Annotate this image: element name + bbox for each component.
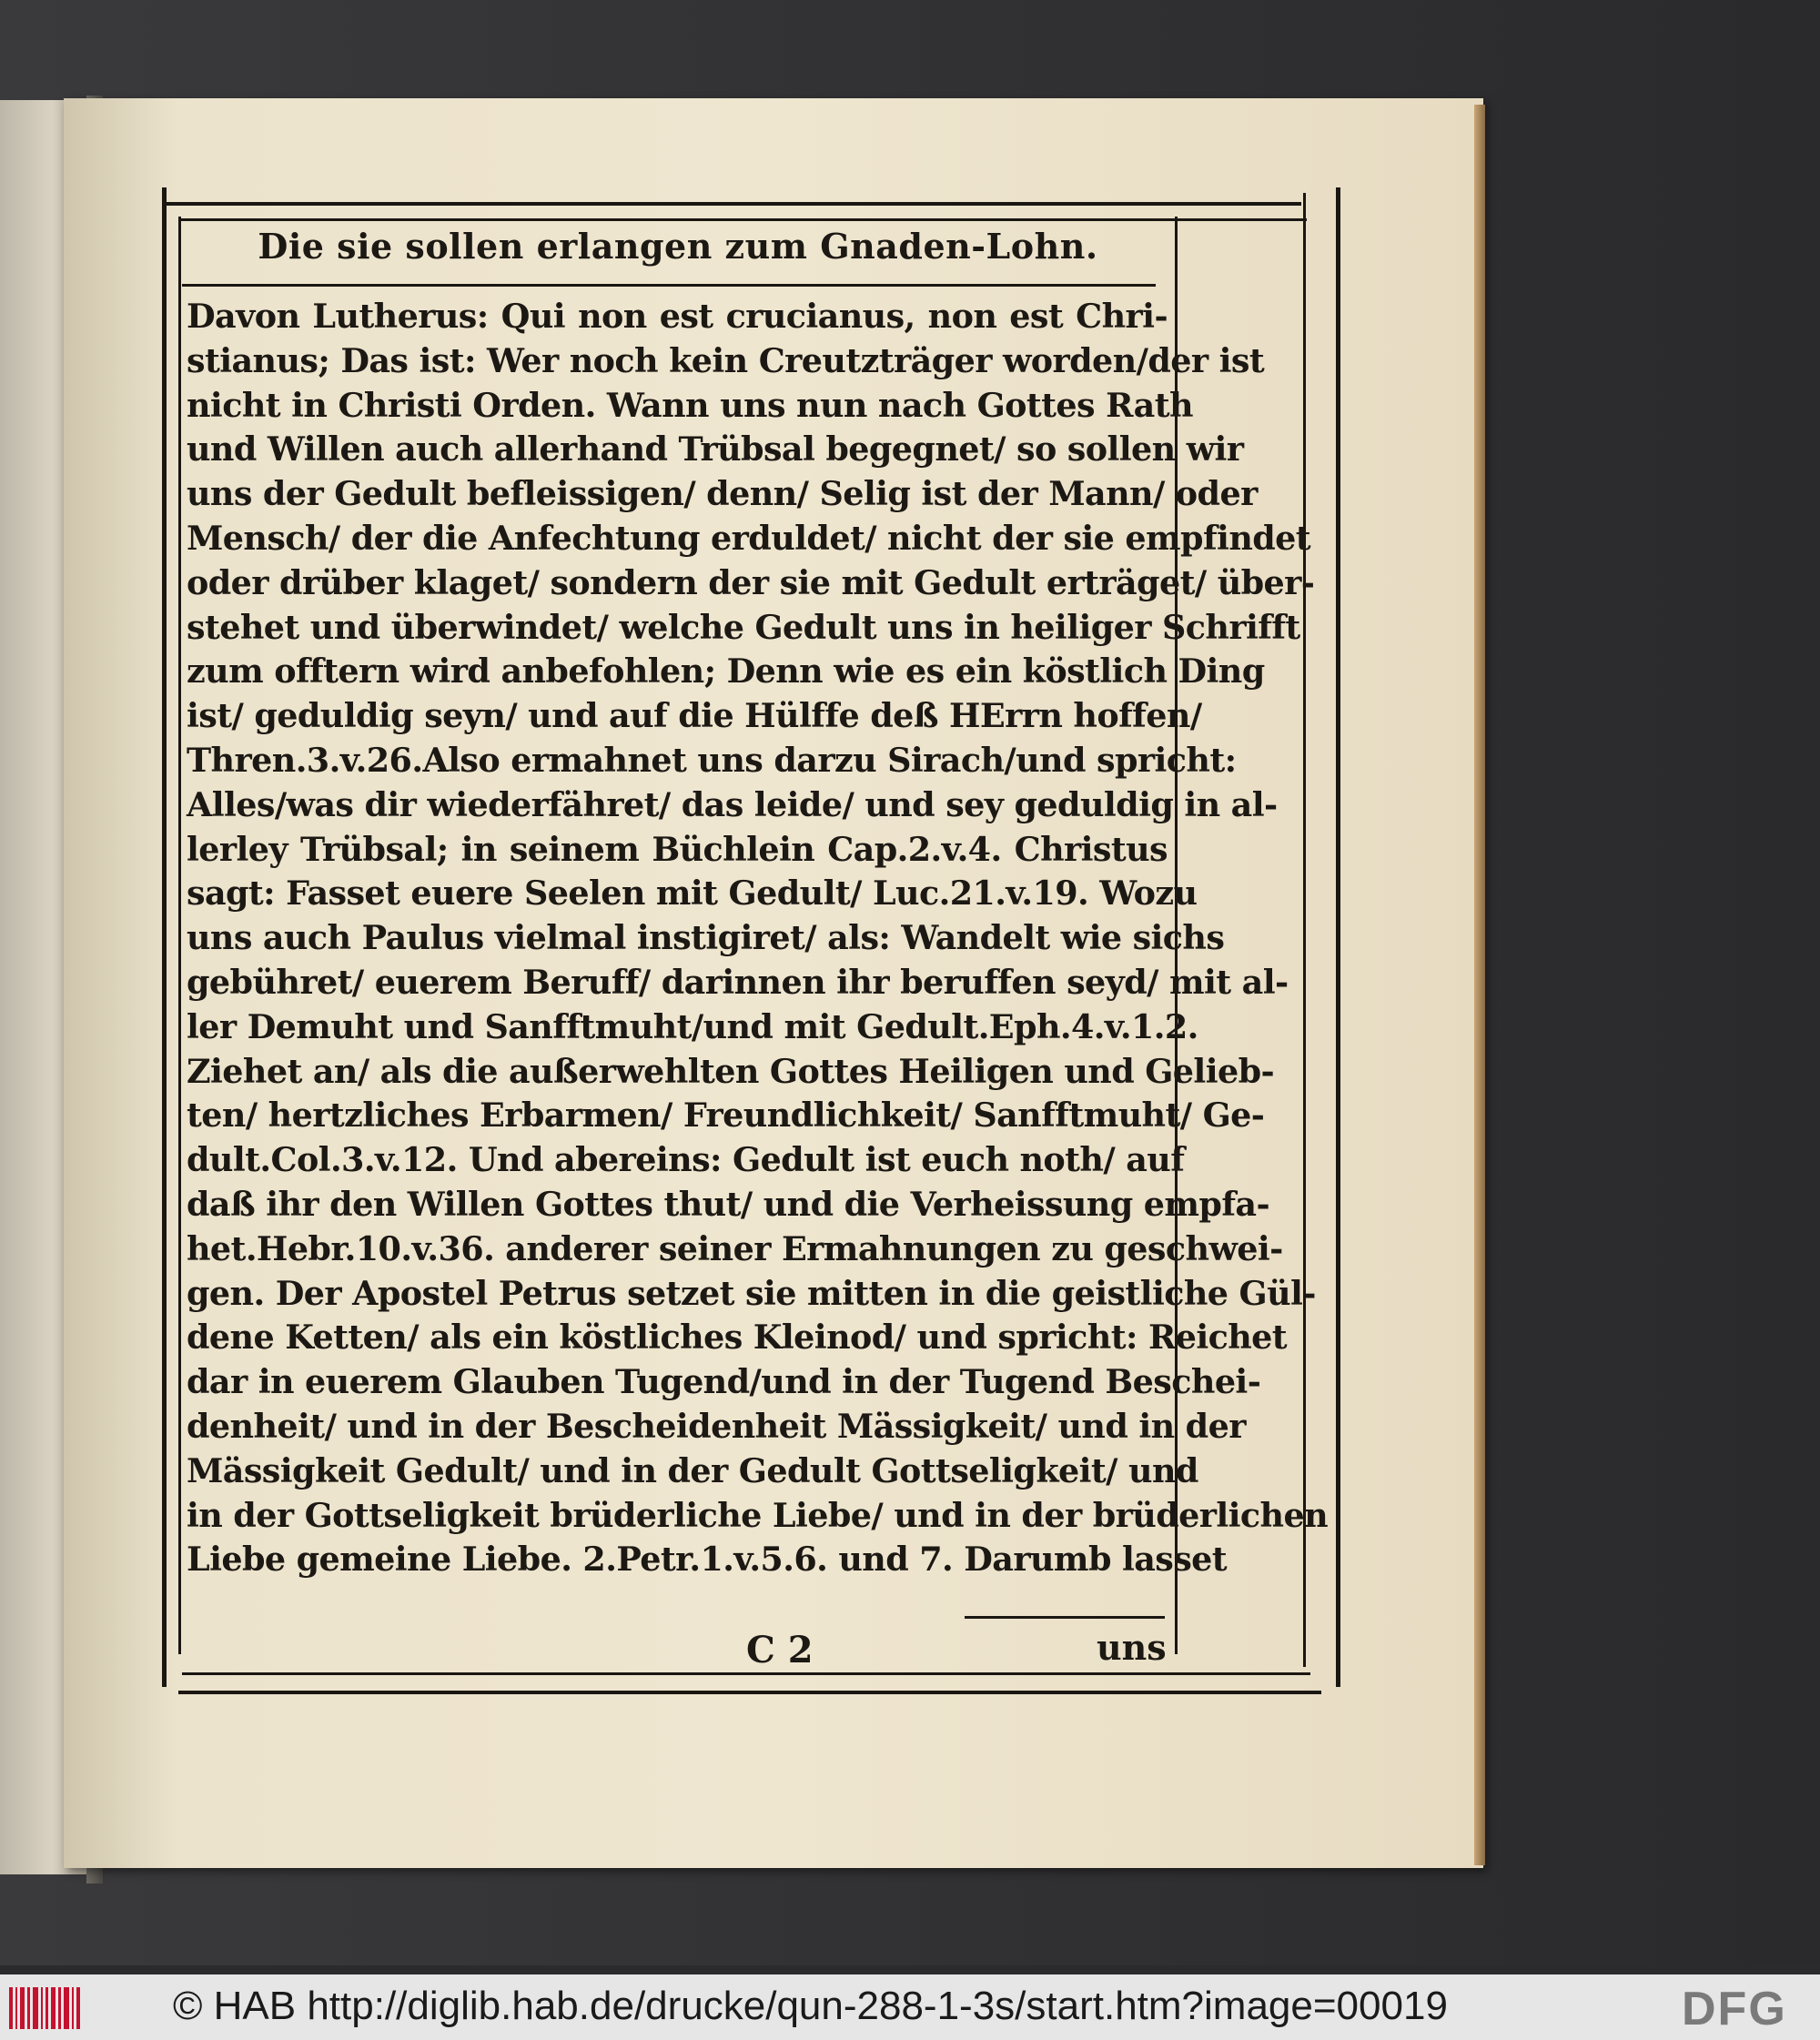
text-line: oder drüber klaget/ sondern der sie mit Gedult erträget/ über- xyxy=(187,562,1315,602)
text-line: lerley Trübsal; in seinem Büchlein Cap.2.v.4. Christus xyxy=(187,829,1168,869)
text-line: Ziehet an/ als die außerwehlten Gottes Heiligen und Gelieb- xyxy=(187,1051,1275,1091)
text-line: gen. Der Apostel Petrus setzet sie mitten in die geistliche Gül- xyxy=(187,1273,1316,1313)
bottom-rule-outer xyxy=(178,1691,1321,1694)
catchword: uns xyxy=(1097,1627,1167,1668)
top-rule-outer xyxy=(164,202,1301,206)
text-line: dar in euerem Glauben Tugend/und in der Tugend Beschei- xyxy=(187,1362,1261,1402)
dfg-logo: DFG xyxy=(1682,1983,1787,2035)
text-line: Davon Lutherus: Qui non est crucianus, non est Chri- xyxy=(187,297,1168,336)
text-line: ist/ geduldig seyn/ und auf die Hülffe deß HErrn hoffen/ xyxy=(187,696,1202,736)
text-line: ten/ hertzliches Erbarmen/ Freundlichkeit/ Sanfftmuht/ Ge- xyxy=(187,1096,1265,1136)
text-line: gebühret/ euerem Beruff/ darinnen ihr beruffen seyd/ mit al- xyxy=(187,962,1289,1002)
running-head: Die sie sollen erlangen zum Gnaden-Lohn. xyxy=(258,226,1098,267)
text-line: ler Demuht und Sanfftmuht/und mit Gedult.Eph.4.v.1.2. xyxy=(187,1006,1198,1046)
text-line: in der Gottseligkeit brüderliche Liebe/ und in der brüderlichen xyxy=(187,1495,1329,1535)
text-line: Mässigkeit Gedult/ und in der Gedult Gottseligkeit/ und xyxy=(187,1450,1198,1490)
text-line: uns der Gedult befleissigen/ denn/ Selig ist der Mann/ oder xyxy=(187,474,1258,514)
bottom-rule-inner xyxy=(182,1672,1310,1675)
text-line: denheit/ und in der Bescheidenheit Mässigkeit/ und in der xyxy=(187,1406,1246,1446)
text-line: dene Ketten/ als ein köstliches Kleinod/ und spricht: Reichet xyxy=(187,1318,1288,1358)
text-line: Alles/was dir wiederfähret/ das leide/ und sey geduldig in al- xyxy=(187,784,1278,824)
body-text xyxy=(187,295,1329,1582)
text-line: stianus; Das ist: Wer noch kein Creutzträger worden/der ist xyxy=(187,340,1265,380)
text-line: sagt: Fasset euere Seelen mit Gedult/ Luc.21.v.19. Wozu xyxy=(187,874,1198,914)
barcode-icon xyxy=(9,1987,80,2029)
text-line: Liebe gemeine Liebe. 2.Petr.1.v.5.6. und 7. Darumb lasset xyxy=(187,1540,1228,1580)
page-border-side xyxy=(1303,193,1306,1667)
text-line: uns auch Paulus vielmal instigiret/ als: Wandelt wie sichs xyxy=(187,918,1225,958)
footer-bar xyxy=(0,1974,1820,2040)
text-line: und Willen auch allerhand Trübsal begegnet/ so sollen wir xyxy=(187,429,1244,470)
text-line: Thren.3.v.26.Also ermahnet uns darzu Sirach/und spricht: xyxy=(187,740,1237,780)
copyright-link[interactable]: © HAB http://diglib.hab.de/drucke/qun-288-1-3s/start.htm?image=00019 xyxy=(173,1984,1448,2028)
text-line: Mensch/ der die Anfechtung erduldet/ nicht der sie empfindet xyxy=(187,518,1311,558)
text-line: daß ihr den Willen Gottes thut/ und die Verheissung empfa- xyxy=(187,1184,1270,1224)
text-line: het.Hebr.10.v.36. anderer seiner Ermahnungen zu geschwei- xyxy=(187,1228,1283,1268)
page-fore-edge xyxy=(1474,105,1485,1865)
text-line: stehet und überwindet/ welche Gedult uns in heiliger Schrifft xyxy=(187,607,1300,647)
text-line: zum offtern wird anbefohlen; Denn wie es ein köstlich Ding xyxy=(187,651,1265,692)
text-line: dult.Col.3.v.12. Und abereins: Gedult ist euch noth/ auf xyxy=(187,1140,1185,1180)
text-line: nicht in Christi Orden. Wann uns nun nach Gottes Rath xyxy=(187,385,1193,425)
signature-mark: C 2 xyxy=(746,1629,814,1671)
